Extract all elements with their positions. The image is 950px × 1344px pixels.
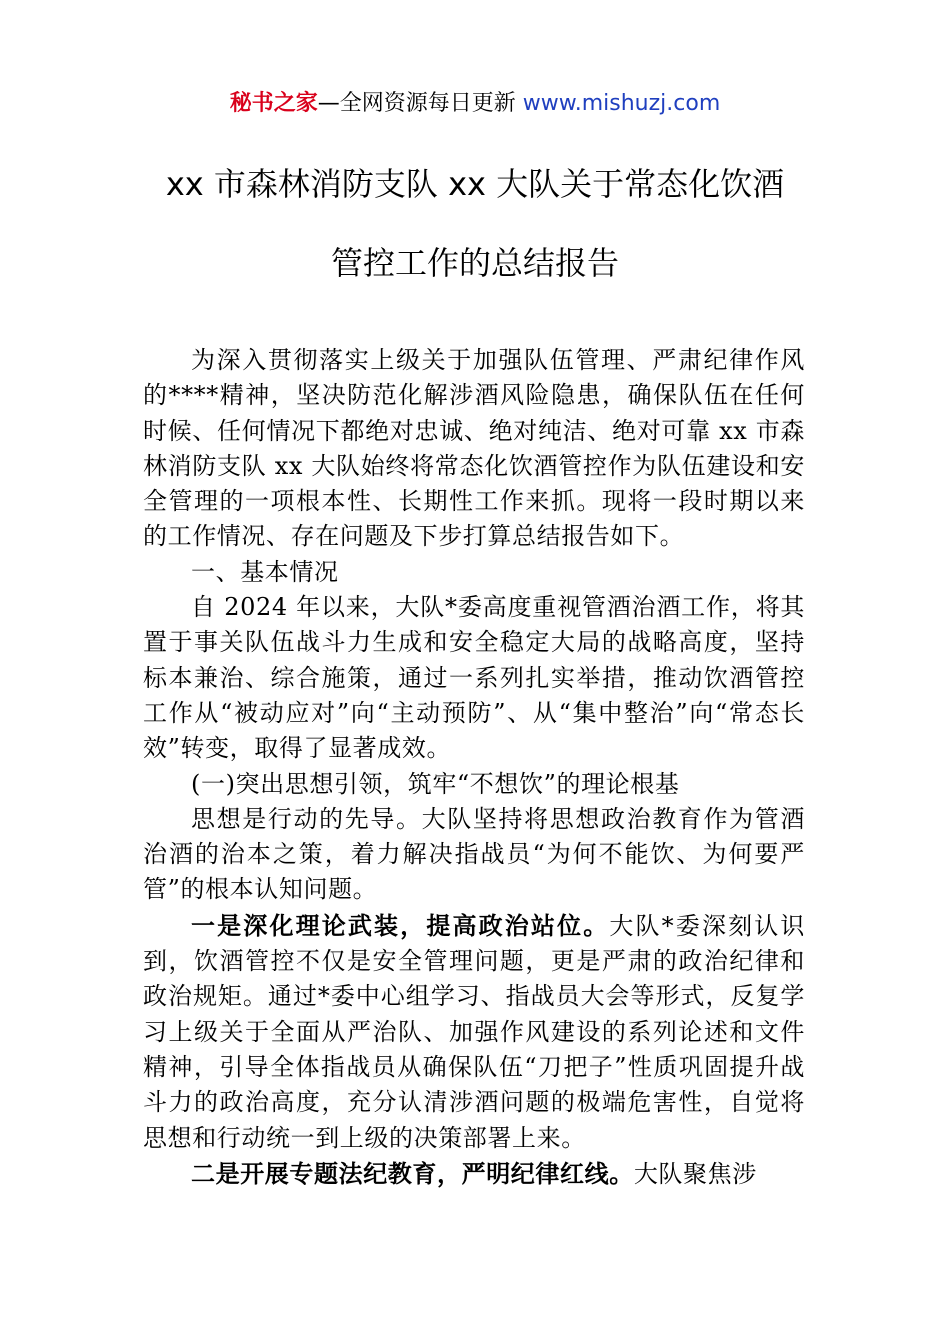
item-1-lead: 一是深化理论武装，提高政治站位。	[191, 910, 610, 940]
site-header	[0, 88, 950, 120]
section-heading-basic: 一、基本情况	[191, 557, 339, 586]
site-tagline: —全网资源每日更新	[317, 91, 523, 116]
subsection-1-paragraph: 思想是行动的先导。大队坚持将思想政治教育作为管酒治酒的治本之策，着力解决指战员“为何不能饮、为何要严管”的根本认知问题。	[143, 804, 805, 904]
title-line-1: xx 市森林消防支队 xx 大队关于常态化饮酒	[165, 165, 785, 203]
document-body	[143, 343, 805, 1192]
item-2-text: 大队聚焦涉	[633, 1159, 757, 1188]
item-1-text: 大队*委深刻认识到，饮酒管控不仅是安全管理问题，更是严肃的政治纪律和政治规矩。通过*委中心组学习、指战员大会等形式，反复学习上级关于全面从严治队、加强作风建设的系列论述和文件精神，引导全体指战员从确保队伍“刀把子”性质巩固提升战斗力的政治高度，充分认清涉酒问题的极端危害性，自觉将思想和行动统一到上级的决策部署上来。	[143, 911, 805, 1152]
site-brand: 秘书之家	[229, 91, 318, 116]
intro-paragraph: 为深入贯彻落实上级关于加强队伍管理、严肃纪律作风的****精神，坚决防范化解涉酒风险隐患，确保队伍在任何时候、任何情况下都绝对忠诚、绝对纯洁、绝对可靠 xx 市森林消防支队 xx 大队始终将常态化饮酒管控作为队伍建设和安全管理的一项根本性、长期性工作来抓。现将一段时期以来的工作情况、存在问题及下步打算总结报告如下。	[143, 346, 805, 551]
item-2-lead: 二是开展专题法纪教育，严明纪律红线。	[191, 1158, 634, 1188]
item-2-paragraph	[143, 1156, 805, 1192]
basic-situation-paragraph: 自 2024 年以来，大队*委高度重视管酒治酒工作，将其置于事关队伍战斗力生成和安全稳定大局的战略高度，坚持标本兼治、综合施策，通过一系列扎实举措，推动饮酒管控工作从“被动应对”向“主动预防”、从“集中整治”向“常态长效”转变，取得了显著成效。	[143, 593, 805, 763]
site-url-link[interactable]: www.mishuzj.com	[522, 91, 721, 116]
document-title	[60, 162, 890, 320]
item-1-paragraph	[143, 908, 805, 1156]
subsection-heading-1: (一)突出思想引领，筑牢“不想饮”的理论根基	[191, 769, 680, 798]
title-line-2: 管控工作的总结报告	[330, 244, 619, 282]
